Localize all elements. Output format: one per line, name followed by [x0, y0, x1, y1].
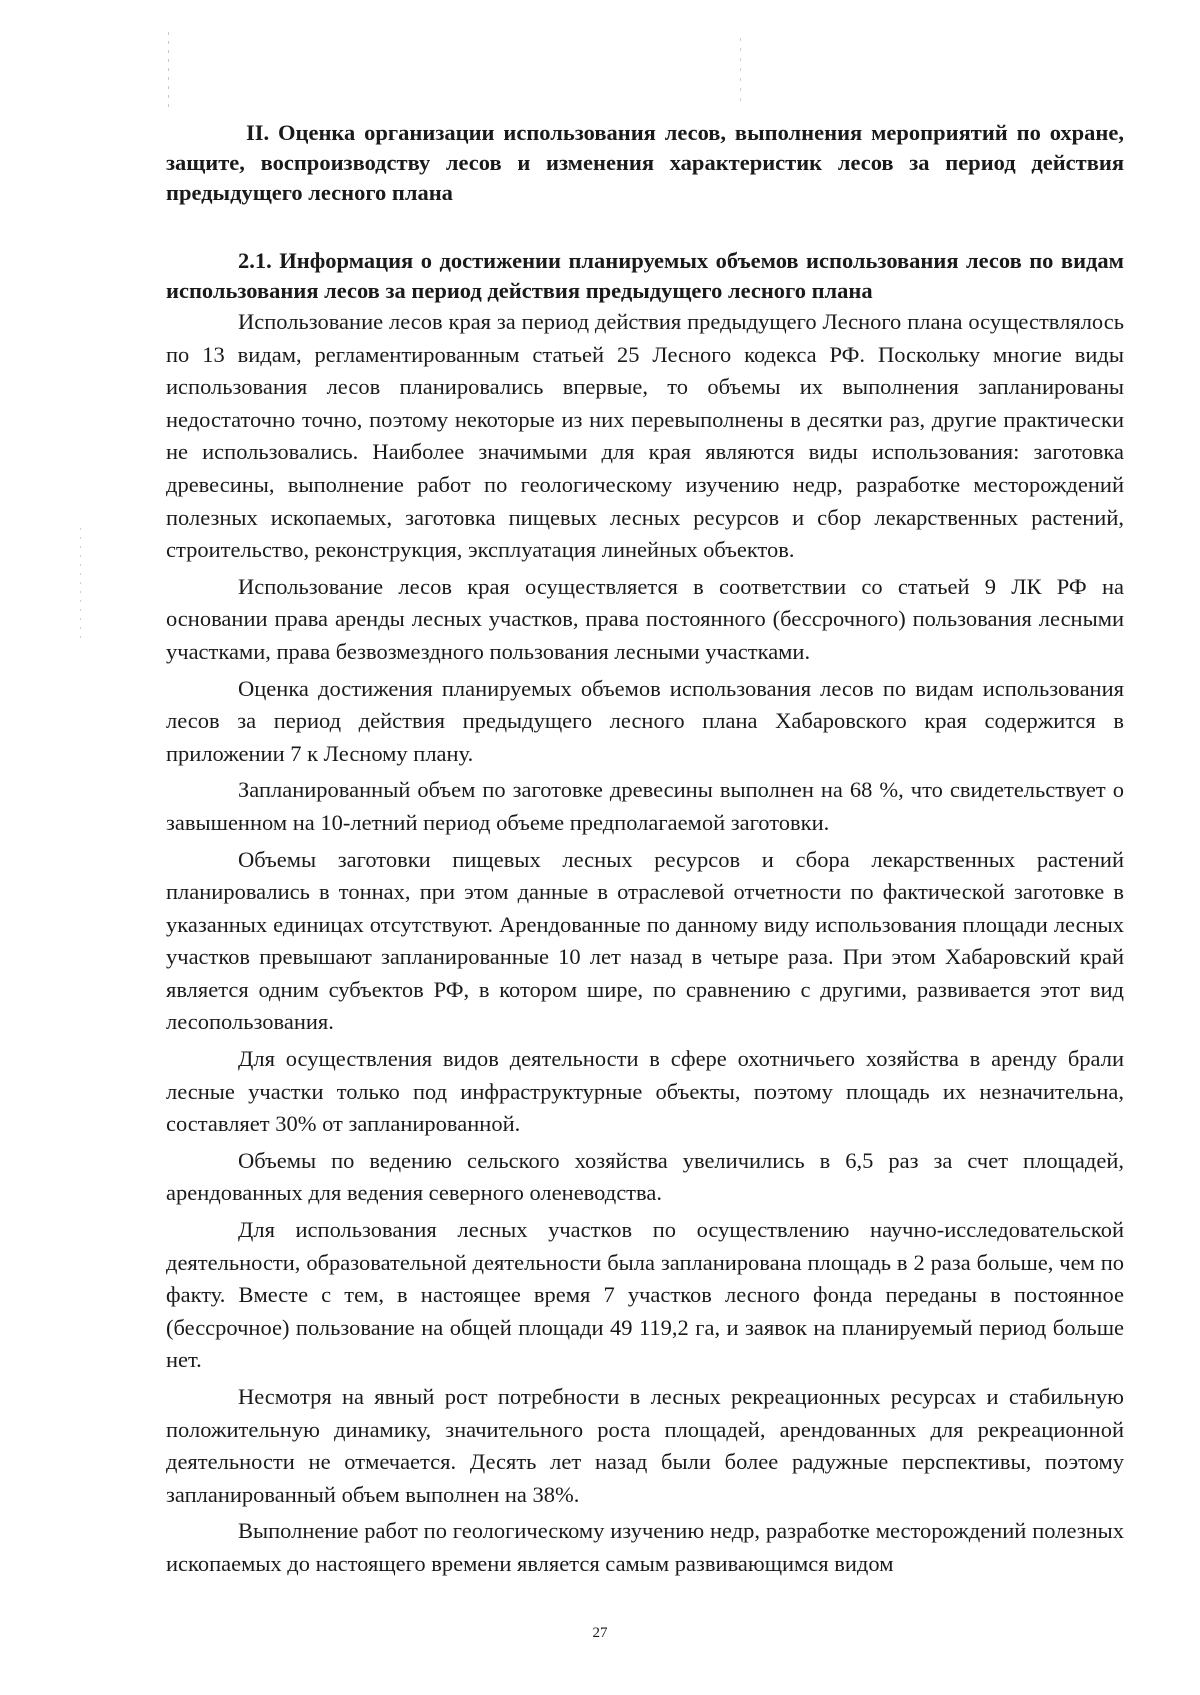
scan-artifact-top-left: [168, 32, 169, 112]
subsection-heading: 2.1. Информация о достижении планируемых объемов использования лесов по видам использования лесов за период действия предыдущего лесного плана: [166, 248, 1124, 303]
paragraph-9: Несмотря на явный рост потребности в лесных рекреационных ресурсах и стабильную положительную динамику, значительного роста площадей, арендованных для рекреационной деятельности не отмечается. Десять лет назад были более радужные перспективы, поэтому запланированный объем выполнен на 38%.: [166, 1384, 1124, 1507]
paragraph-10: Выполнение работ по геологическому изучению недр, разработке месторождений полезных ископаемых до настоящего времени является самым развивающимся видом: [166, 1518, 1124, 1576]
paragraph-8: Для использования лесных участков по осуществлению научно-исследовательской деятельности, образовательной деятельности была запланирована площадь в 2 раза больше, чем по факту. Вместе с тем, в настоящее время 7 участков лесного фонда переданы в постоянное (бессрочное) пользование на общей площади 49 119,2 га, и заявок на планируемый период больше нет.: [166, 1217, 1124, 1373]
paragraph-4: Запланированный объем по заготовке древесины выполнен на 68 %, что свидетельствует о завышенном на 10-летний период объеме предполагаемой заготовки.: [166, 777, 1124, 835]
document-page: [166, 118, 1124, 1581]
paragraph-2: Использование лесов края осуществляется в соответствии со статьей 9 ЛК РФ на основании права аренды лесных участков, права постоянного (бессрочного) пользования лесными участками, права безвозмездного пользования лесными участками.: [166, 573, 1124, 664]
page-number: 27: [592, 1625, 608, 1641]
paragraph-7: Объемы по ведению сельского хозяйства увеличились в 6,5 раз за счет площадей, арендованных для ведения северного оленеводства.: [166, 1147, 1124, 1206]
paragraph-6: Для осуществления видов деятельности в сфере охотничьего хозяйства в аренду брали лесные участки только под инфраструктурные объекты, поэтому площадь их незначительна, составляет 30% от запланированной.: [166, 1046, 1124, 1137]
scan-artifact-top-right: [740, 38, 741, 104]
paragraph-3: Оценка достижения планируемых объемов использования лесов по видам использования лесов за период действия предыдущего лесного плана Хабаровского края содержится в приложении 7 к Лесному плану.: [166, 675, 1124, 766]
paragraph-1: Использование лесов края за период действия предыдущего Лесного плана осуществлялось по 13 видам, регламентированным статьей 25 Лесного кодекса РФ. Поскольку многие виды использования лесов планировались впервые, то объемы их выполнения запланированы недостаточно точно, поэтому некоторые из них перевыполнены в десятки раз, другие практически не использовались. Наиболее значимыми для края являются виды использования: заготовка древесины, выполнение работ по геологическому изучению недр, разработке месторождений полезных ископаемых, заготовка пищевых лесных ресурсов и сбор лекарственных растений, строительство, реконструкция, эксплуатация линейных объектов.: [166, 309, 1124, 563]
paragraph-5: Объемы заготовки пищевых лесных ресурсов и сбора лекарственных растений планировались в тоннах, при этом данные в отраслевой отчетности по фактической заготовке в указанных единицах отсутствуют. Арендованные по данному виду использования площади лесных участков превышают запланированные 10 лет назад в четыре раза. При этом Хабаровский край является одним субъектов РФ, в котором шире, по сравнению с другими, развивается этот вид лесопользования.: [166, 846, 1124, 1035]
scan-artifact-left-margin: [80, 528, 81, 638]
section-heading: II. Оценка организации использования лесов, выполнения мероприятий по охране, защите, воспроизводству лесов и изменения характеристик лесов за период действия предыдущего лесного плана: [166, 120, 1124, 205]
